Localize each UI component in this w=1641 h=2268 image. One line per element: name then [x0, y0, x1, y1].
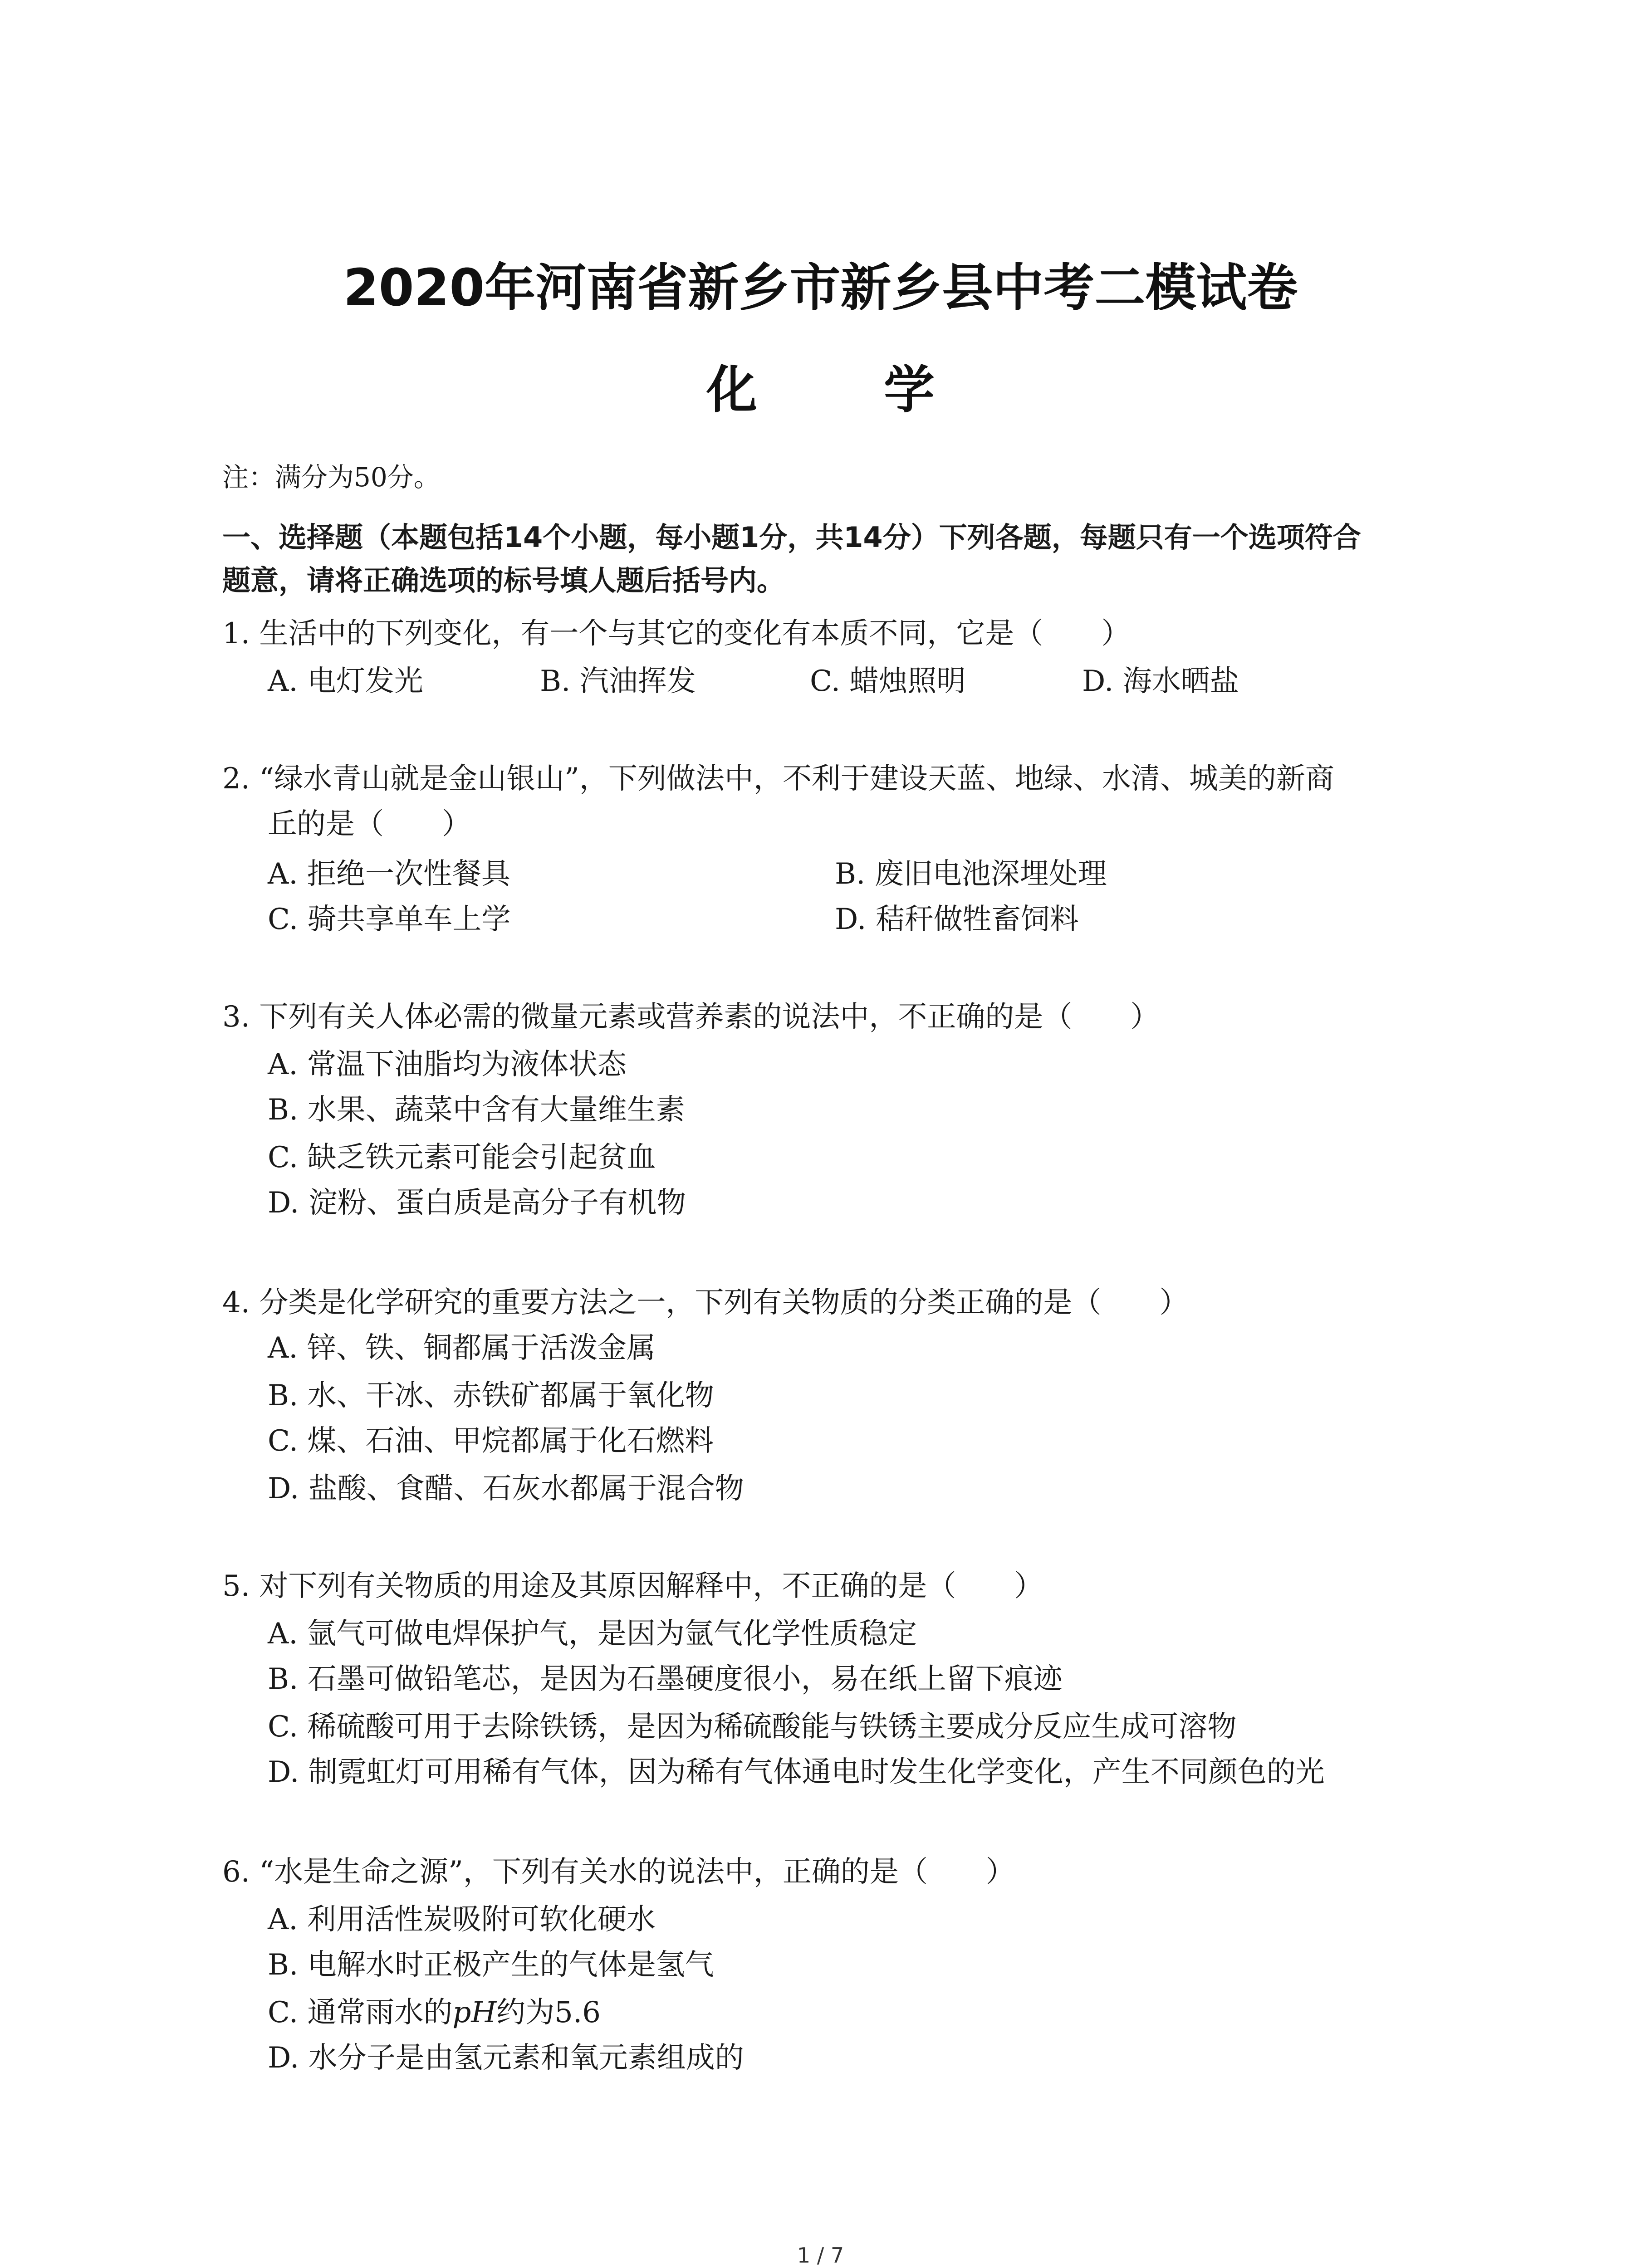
question-2-option-d: D. 秸秆做牲畜饲料 [835, 903, 1079, 936]
question-6-option-a: A. 利用活性炭吸附可软化硬水 [268, 1903, 656, 1936]
question-5-stem: 5. 对下列有关物质的用途及其原因解释中，不正确的是（ ） [222, 1569, 1043, 1603]
question-4-option-b: B. 水、干冰、赤铁矿都属于氧化物 [268, 1379, 714, 1413]
question-4-option-a: A. 锌、铁、铜都属于活泼金属 [268, 1331, 656, 1365]
question-6-option-c [268, 1989, 601, 2031]
ph-symbol: pH [452, 1996, 497, 2029]
question-5-option-a: A. 氩气可做电焊保护气，是因为氩气化学性质稳定 [268, 1617, 917, 1651]
section-header-line2: 题意，请将正确选项的标号填人题后括号内。 [222, 564, 785, 597]
question-3-stem: 3. 下列有关人体必需的微量元素或营养素的说法中，不正确的是（ ） [222, 1000, 1160, 1034]
question-6-stem: 6. “水是生命之源”，下列有关水的说法中，正确的是（ ） [222, 1855, 1015, 1889]
question-6-option-c-text: C. 通常雨水的 [268, 1996, 453, 2029]
question-6-option-c-tail: 约为5.6 [496, 1996, 601, 2029]
question-1-option-b: B. 汽油挥发 [540, 665, 696, 698]
question-4-option-d: D. 盐酸、食醋、石灰水都属于混合物 [268, 1472, 744, 1505]
question-2-option-c: C. 骑共享单车上学 [268, 903, 511, 936]
question-6-option-d: D. 水分子是由氢元素和氧元素组成的 [268, 2041, 744, 2075]
question-6-option-b: B. 电解水时正极产生的气体是氢气 [268, 1948, 714, 1982]
question-3-option-b: B. 水果、蔬菜中含有大量维生素 [268, 1093, 685, 1127]
question-1-option-d: D. 海水晒盐 [1082, 665, 1239, 698]
score-note: 注：满分为50分。 [222, 462, 440, 493]
question-3-option-a: A. 常温下油脂均为液体状态 [268, 1048, 627, 1081]
question-2-stem-cont: 丘的是（ ） [268, 807, 471, 841]
section-header-line1: 一、选择题（本题包括14个小题，每小题1分，共14分）下列各题，每题只有一个选项符合 [222, 521, 1361, 554]
question-1-option-a: A. 电灯发光 [268, 665, 423, 698]
question-5-option-b: B. 石墨可做铅笔芯，是因为石墨硬度很小，易在纸上留下痕迹 [268, 1662, 1063, 1696]
question-2-stem: 2. “绿水青山就是金山银山”，下列做法中，不利于建设天蓝、地绿、水清、城美的新商 [222, 762, 1334, 796]
question-1-option-c: C. 蜡烛照明 [810, 665, 966, 698]
question-5-option-d: D. 制霓虹灯可用稀有气体，因为稀有气体通电时发生化学变化，产生不同颜色的光 [268, 1755, 1325, 1789]
exam-title: 2020年河南省新乡市新乡县中考二模试卷 [343, 259, 1298, 318]
question-1-stem: 1. 生活中的下列变化，有一个与其它的变化有本质不同，它是（ ） [222, 617, 1131, 650]
page-number: 1 / 7 [797, 2243, 844, 2268]
question-4-stem: 4. 分类是化学研究的重要方法之一，下列有关物质的分类正确的是（ ） [222, 1286, 1189, 1320]
question-3-option-c: C. 缺乏铁元素可能会引起贫血 [268, 1141, 656, 1174]
question-3-option-d: D. 淀粉、蛋白质是高分子有机物 [268, 1186, 686, 1220]
question-4-option-c: C. 煤、石油、甲烷都属于化石燃料 [268, 1424, 714, 1458]
question-5-option-c: C. 稀硫酸可用于去除铁锈，是因为稀硫酸能与铁锈主要成分反应生成可溶物 [268, 1710, 1237, 1744]
question-2-option-b: B. 废旧电池深埋处理 [835, 857, 1107, 891]
subject-title: 化 学 [706, 361, 989, 420]
question-2-option-a: A. 拒绝一次性餐具 [268, 857, 510, 891]
